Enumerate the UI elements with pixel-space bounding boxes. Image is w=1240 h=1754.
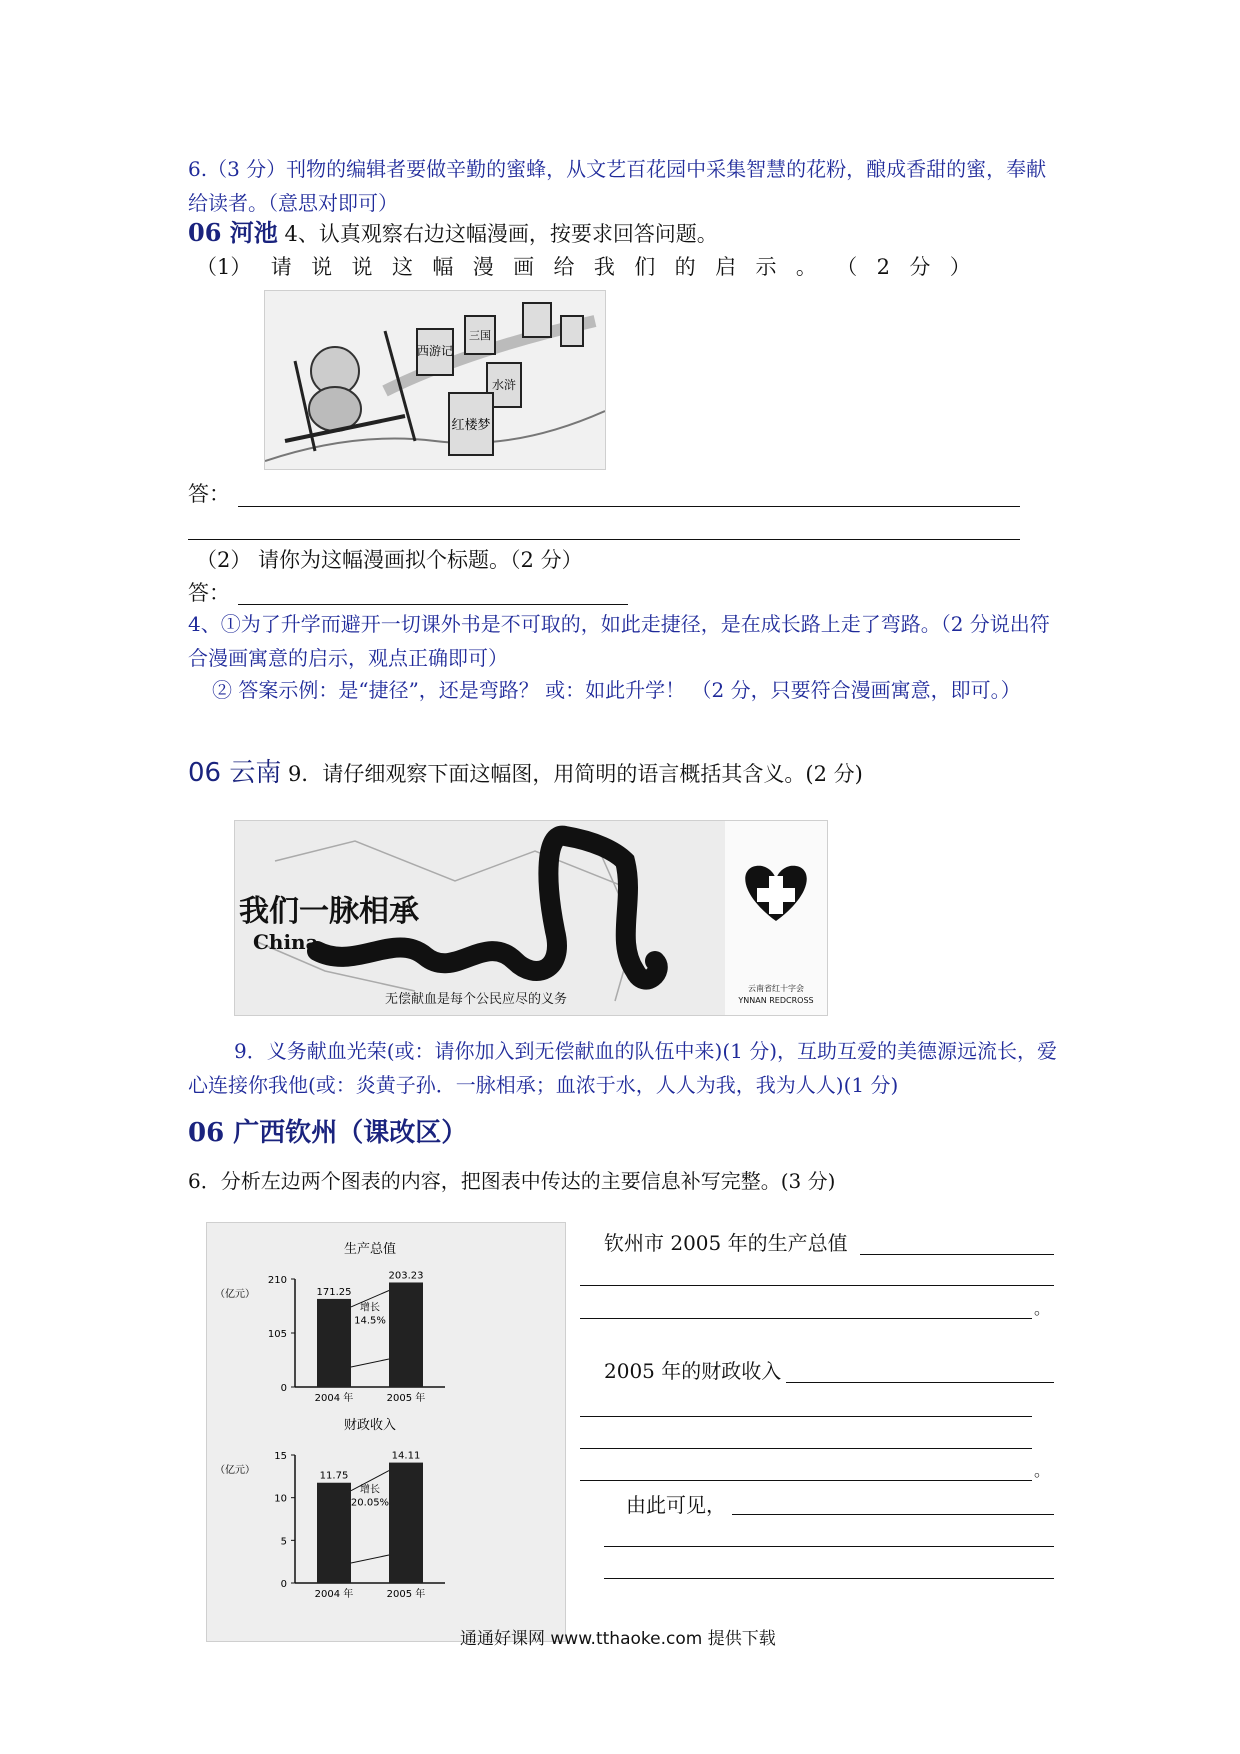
- answer-line[interactable]: [580, 1318, 1032, 1319]
- blood-donation-poster: [234, 820, 828, 1016]
- qinzhou-question: 6．分析左边两个图表的内容，把图表中传达的主要信息补写完整。(3 分): [188, 1169, 836, 1193]
- bar-value-label: 11.75: [319, 1470, 349, 1482]
- y-tick-label: 10: [274, 1493, 287, 1505]
- hechi-sub1-char: （1）: [196, 255, 252, 279]
- poster-org-en: YNNAN REDCROSS: [738, 996, 814, 1005]
- growth-line: [351, 1555, 389, 1563]
- hechi-answer-2: ② 答案示例：是“捷径”，还是弯路？ 或：如此升学！ （2 分，只要符合漫画寓意，即可。）: [212, 678, 1021, 702]
- hechi-sub1-char: 请: [270, 255, 292, 279]
- hechi-sub1-char: 分: [909, 255, 931, 279]
- poster-slogan: 我们一脉相承: [239, 894, 419, 929]
- hechi-sub1-char: 幅: [432, 255, 454, 279]
- scanned-charts: [206, 1222, 566, 1642]
- answer-line[interactable]: [580, 1480, 1032, 1481]
- hechi-sub1-char: 说: [351, 255, 373, 279]
- growth-line: [351, 1359, 389, 1367]
- y-tick-label: 0: [280, 1579, 287, 1590]
- answer-line[interactable]: [604, 1578, 1054, 1579]
- yunnan-question: 9．请仔细观察下面这幅图，用简明的语言概括其含义。(2 分): [288, 762, 863, 786]
- hechi-sub1-char: 我: [593, 255, 615, 279]
- answer-label: 答：: [188, 482, 230, 506]
- answer-line[interactable]: [580, 1285, 1054, 1286]
- qinzhou-prompt-gdp: 钦州市 2005 年的生产总值: [604, 1231, 848, 1255]
- x-tick-label: 2005 年: [386, 1393, 426, 1404]
- y-tick-label: 15: [274, 1451, 287, 1462]
- comic-image: [264, 290, 606, 470]
- hechi-sub1-char: 这: [391, 255, 413, 279]
- hechi-sub1-char: 画: [513, 255, 535, 279]
- period-mark: 。: [1034, 1299, 1051, 1318]
- bar: [389, 1463, 423, 1583]
- prev-answer-6: 6.（3 分）刊物的编辑者要做辛勤的蜜蜂，从文艺百花园中采集智慧的花粉，酿成香甜的蜜，奉献给读者。（意思对即可）: [188, 157, 1047, 215]
- x-tick-label: 2004 年: [314, 1589, 354, 1600]
- qinzhou-charts: [207, 1223, 565, 1641]
- hechi-sub1-char: 给: [553, 255, 575, 279]
- chart-title: 财政收入: [343, 1418, 397, 1433]
- bar: [389, 1282, 423, 1387]
- hechi-sub1-char: （: [836, 255, 858, 279]
- poster-org-cn: 云南省红十字会: [748, 984, 804, 993]
- comic-book-label: 水浒: [491, 378, 517, 392]
- chart-ylabel: （亿元）: [215, 1465, 255, 1476]
- growth-annotation-value: 14.5%: [354, 1315, 386, 1327]
- chart-title: 生产总值: [343, 1242, 397, 1257]
- y-tick-label: 105: [267, 1329, 287, 1340]
- answer-line[interactable]: [786, 1382, 1054, 1383]
- hechi-sub1-char: ）: [949, 255, 971, 279]
- x-tick-label: 2005 年: [386, 1589, 426, 1600]
- hechi-question: 4、认真观察右边这幅漫画，按要求回答问题。: [284, 222, 718, 246]
- hechi-sub1-char: 2: [876, 255, 890, 279]
- hechi-answer-1: 4、①为了升学而避开一切课外书是不可取的，如此走捷径，是在成长路上走了弯路。（2 分说出符合漫画寓意的启示，观点正确即可）: [188, 612, 1050, 670]
- hechi-sub1-char: 们: [634, 255, 656, 279]
- hechi-sub2: （2） 请你为这幅漫画拟个标题。（2 分）: [196, 548, 583, 572]
- bar: [317, 1299, 351, 1387]
- comic-book-label: 西游记: [416, 344, 454, 358]
- bar-value-label: 14.11: [391, 1450, 421, 1462]
- chart-ylabel: （亿元）: [215, 1289, 255, 1300]
- answer-label: 答：: [188, 581, 230, 605]
- hechi-sub1-char: 说: [311, 255, 333, 279]
- qinzhou-prompt-revenue: 2005 年的财政收入: [604, 1359, 782, 1383]
- bar: [317, 1483, 351, 1583]
- answer-line[interactable]: [238, 604, 628, 605]
- growth-annotation-value: 20.05%: [350, 1497, 390, 1509]
- answer-line[interactable]: [604, 1546, 1054, 1547]
- hechi-sub1-char: 的: [674, 255, 696, 279]
- hechi-tag: 06 河池: [188, 218, 278, 247]
- hechi-question-line: [188, 216, 718, 251]
- footer-credit: 通通好课网 www.tthaoke.com 提供下载: [460, 1629, 776, 1649]
- y-tick-label: 5: [280, 1536, 287, 1548]
- y-tick-label: 0: [280, 1383, 287, 1394]
- yunnan-tag: 06 云南: [188, 758, 282, 788]
- yunnan-answer: 9．义务献血光荣(或：请你加入到无偿献血的队伍中来)(1 分)，互助互爱的美德源远流长，爱心连接你我他(或：炎黄子孙．一脉相承；血浓于水，人人为我，我为人人)(1 分): [188, 1039, 1058, 1097]
- answer-line[interactable]: [580, 1416, 1032, 1417]
- hechi-sub1-char: 。: [795, 255, 817, 279]
- yunnan-question-line: [188, 756, 863, 791]
- answer-line[interactable]: [580, 1448, 1032, 1449]
- hechi-sub1-char: 漫: [472, 255, 494, 279]
- answer-line[interactable]: [188, 539, 1020, 540]
- hechi-sub1-char: 启: [715, 255, 737, 279]
- growth-annotation-label: 增长: [360, 1484, 380, 1496]
- comic-book-label: 红楼梦: [451, 418, 491, 433]
- period-mark: 。: [1034, 1461, 1051, 1480]
- comic-book-label: 三国: [469, 329, 491, 342]
- qinzhou-tag: 06 广西钦州（课改区）: [188, 1118, 468, 1148]
- answer-line[interactable]: [860, 1254, 1054, 1255]
- x-tick-label: 2004 年: [314, 1393, 354, 1404]
- growth-annotation-label: 增长: [360, 1302, 380, 1314]
- answer-line[interactable]: [238, 506, 1020, 507]
- qinzhou-prompt-conclusion: 由此可见，: [626, 1493, 726, 1517]
- hechi-sub1-char: 示: [755, 255, 777, 279]
- y-tick-label: 210: [267, 1275, 287, 1286]
- poster-china-label: China: [253, 930, 319, 954]
- poster-bottom-text: 无偿献血是每个公民应尽的义务: [385, 992, 568, 1007]
- bar-value-label: 171.25: [316, 1286, 352, 1298]
- answer-line[interactable]: [732, 1514, 1054, 1515]
- hechi-sub1: [196, 250, 971, 284]
- bar-value-label: 203.23: [388, 1270, 424, 1282]
